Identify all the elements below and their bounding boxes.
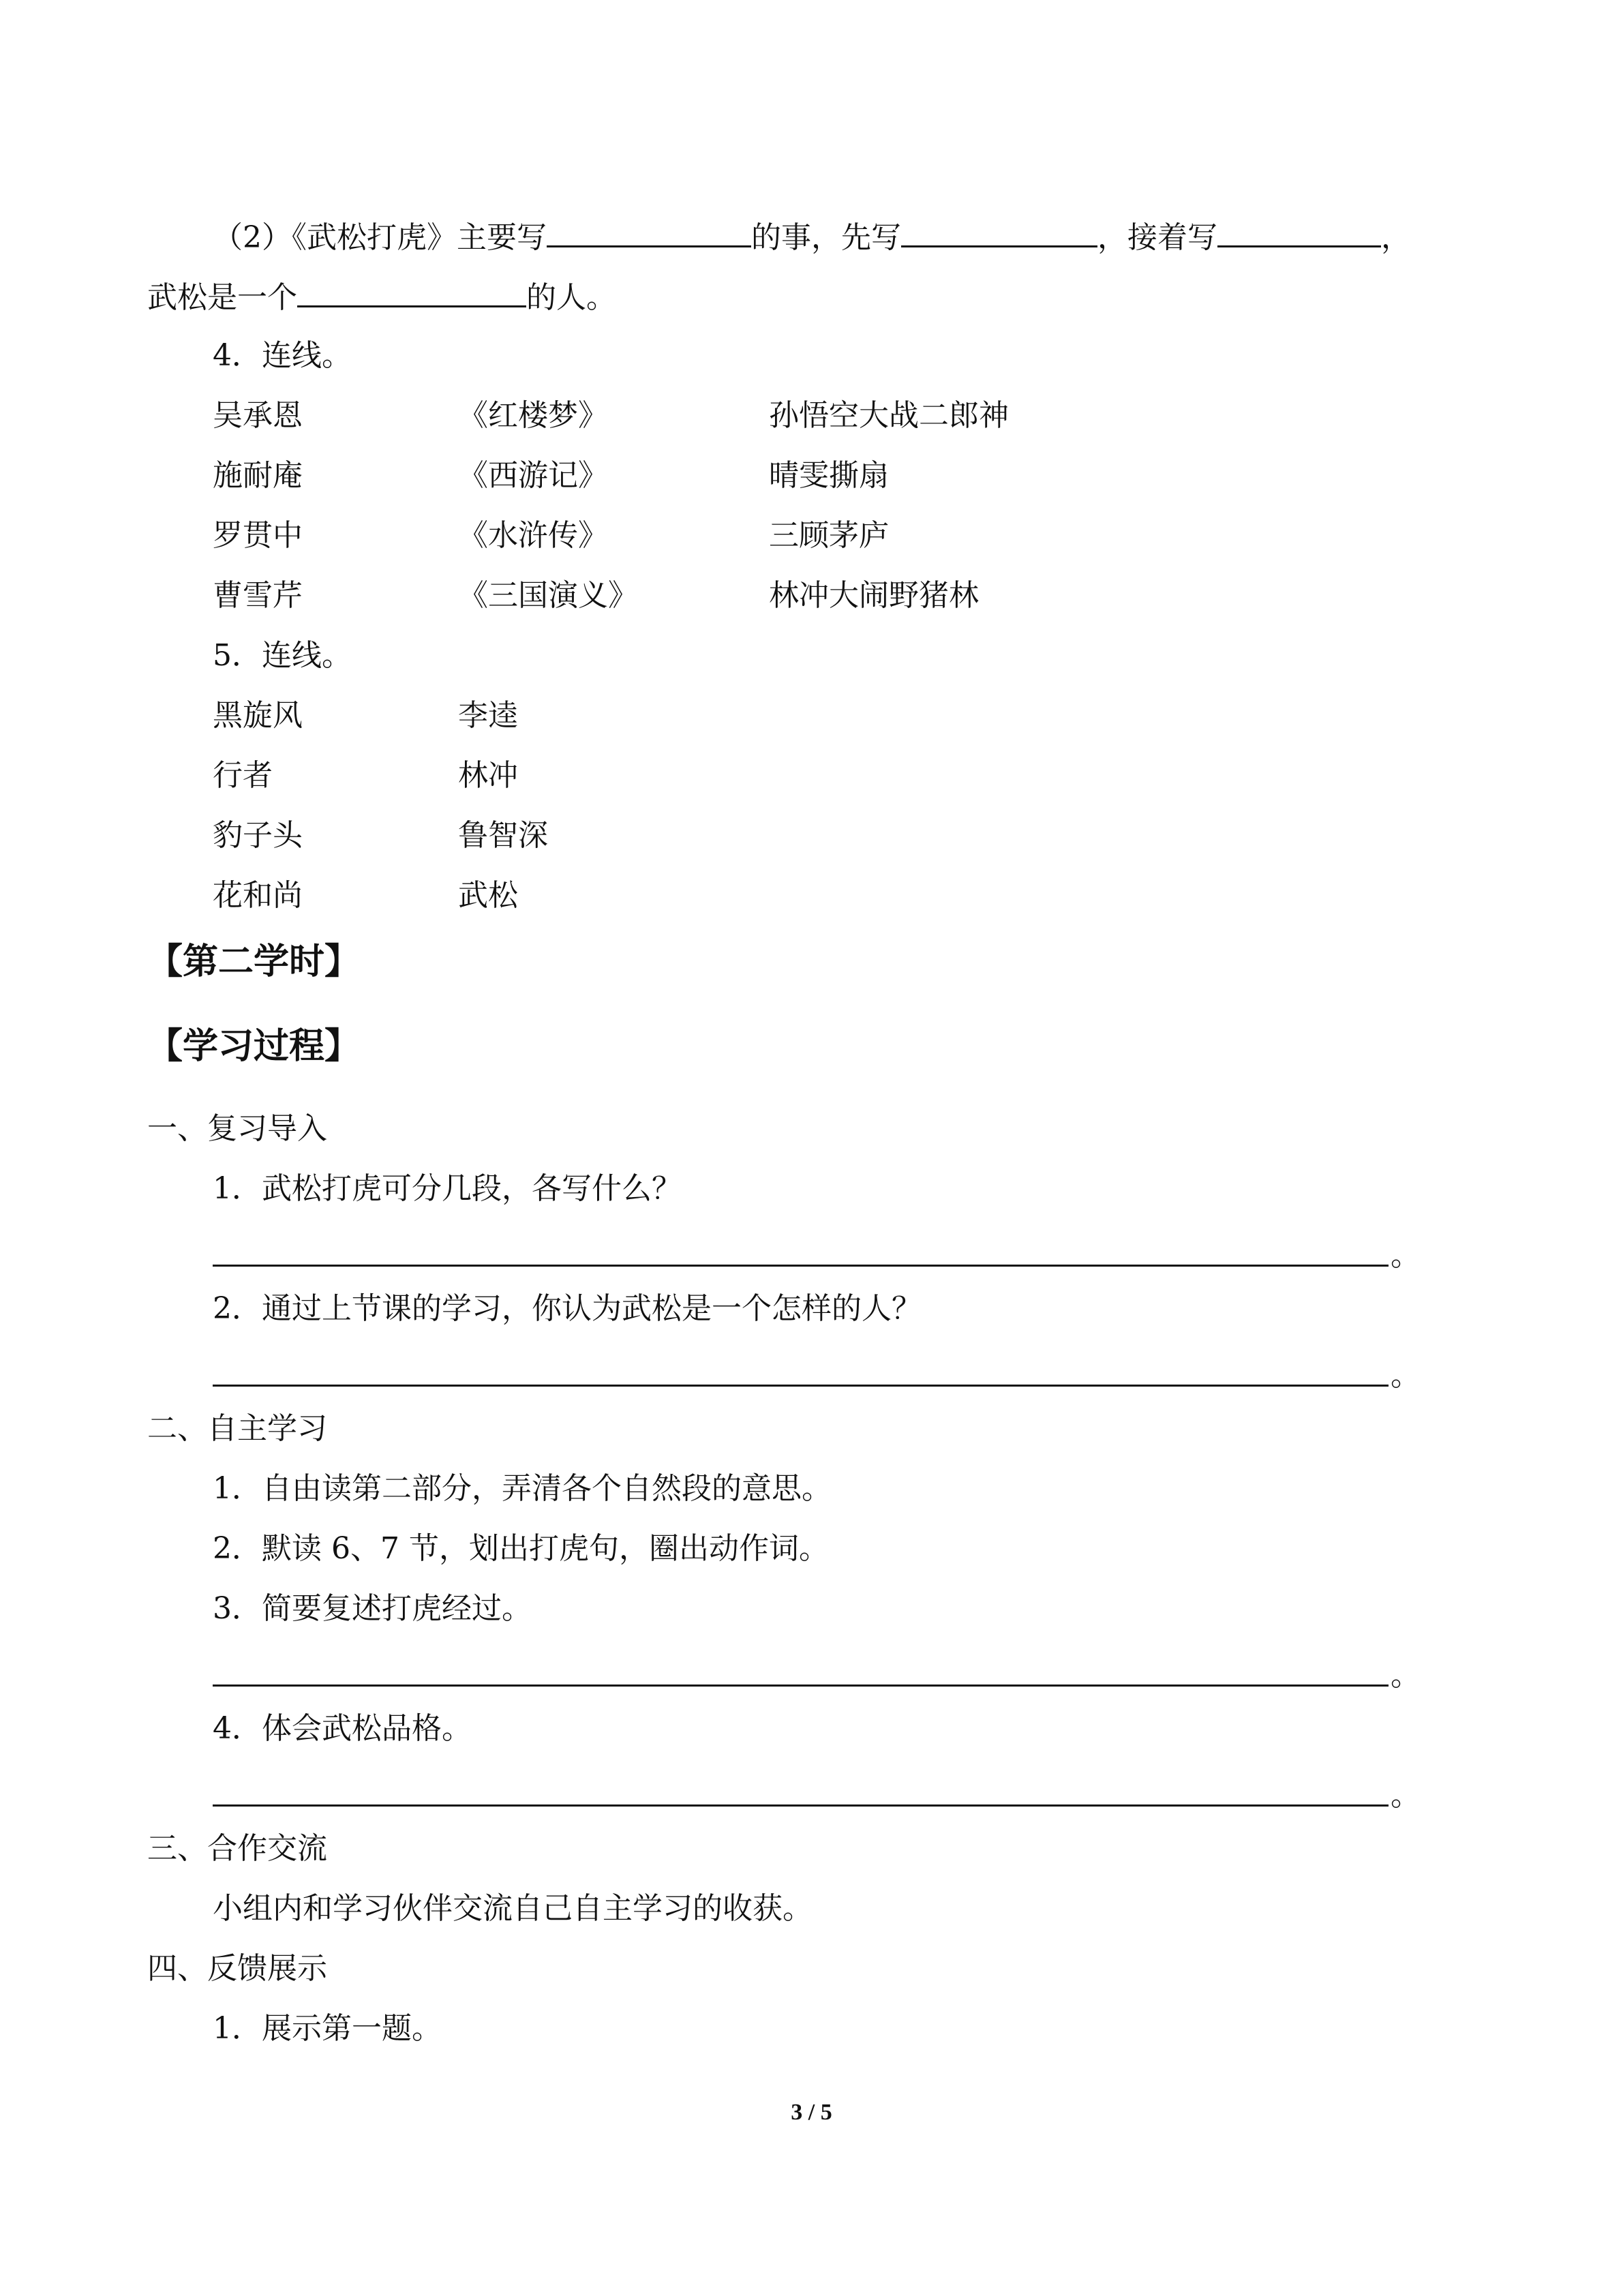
story-4[interactable]: 林冲大闹野猪林: [769, 578, 979, 613]
book-3[interactable]: 《水浒传》: [458, 518, 608, 553]
hero-name-4[interactable]: 武松: [458, 878, 518, 913]
section2-q1: 1．自由读第二部分，弄清各个自然段的意思。: [213, 1471, 832, 1506]
heading-second-lesson: 【第二学时】: [147, 941, 361, 982]
answer-line-1[interactable]: [213, 1265, 1389, 1267]
q2-text-3: ，接着写: [1097, 220, 1217, 255]
blank-1[interactable]: [547, 215, 751, 247]
author-3[interactable]: 罗贯中: [213, 518, 303, 553]
nickname-3[interactable]: 豹子头: [213, 818, 303, 853]
author-1[interactable]: 吴承恩: [213, 398, 303, 433]
period-4: 。: [1391, 1778, 1421, 1813]
q2-text-1: （2）《武松打虎》主要写: [213, 220, 547, 255]
period-1: 。: [1391, 1238, 1421, 1273]
section2-q4: 4．体会武松品格。: [213, 1711, 472, 1746]
section2-title: 二、自主学习: [147, 1411, 327, 1446]
nickname-1[interactable]: 黑旋风: [213, 698, 303, 733]
story-2[interactable]: 晴雯撕扇: [769, 458, 889, 493]
hero-name-2[interactable]: 林冲: [458, 758, 518, 793]
q2-line-1: [213, 215, 1411, 258]
section4-title: 四、反馈展示: [147, 1951, 327, 1986]
book-4[interactable]: 《三国演义》: [458, 578, 638, 613]
heading-learning-process: 【学习过程】: [147, 1026, 361, 1067]
blank-2[interactable]: [901, 215, 1097, 247]
q2-line-2: [147, 275, 616, 318]
author-4[interactable]: 曹雪芹: [213, 578, 303, 613]
section4-q1: 1．展示第一题。: [213, 2011, 442, 2046]
story-1[interactable]: 孙悟空大战二郎神: [769, 398, 1009, 433]
q2-text-6: 的人。: [526, 280, 616, 315]
story-3[interactable]: 三顾茅庐: [769, 518, 889, 553]
q2-text-4: ，: [1381, 220, 1411, 255]
section1-q2: 2．通过上节课的学习，你认为武松是一个怎样的人？: [213, 1291, 922, 1326]
nickname-4[interactable]: 花和尚: [213, 878, 303, 913]
section2-q2: 2．默读 6、7 节，划出打虎句，圈出动作词。: [213, 1531, 829, 1566]
author-2[interactable]: 施耐庵: [213, 458, 303, 493]
hero-name-3[interactable]: 鲁智深: [458, 818, 548, 853]
q2-text-2: 的事，先写: [751, 220, 901, 255]
section3-text: 小组内和学习伙伴交流自己自主学习的收获。: [213, 1891, 813, 1926]
book-1[interactable]: 《红楼梦》: [458, 398, 608, 433]
answer-line-3[interactable]: [213, 1685, 1389, 1687]
section1-q1: 1．武松打虎可分几段，各写什么？: [213, 1171, 682, 1206]
page-number: 3 / 5: [791, 2100, 832, 2125]
answer-line-2[interactable]: [213, 1385, 1389, 1387]
blank-4[interactable]: [297, 275, 526, 307]
section2-q3: 3．简要复述打虎经过。: [213, 1591, 532, 1626]
book-2[interactable]: 《西游记》: [458, 458, 608, 493]
period-2: 。: [1391, 1358, 1421, 1393]
q2-text-5: 武松是一个: [147, 280, 297, 315]
period-3: 。: [1391, 1658, 1421, 1693]
nickname-2[interactable]: 行者: [213, 758, 273, 793]
answer-line-4[interactable]: [213, 1804, 1389, 1807]
match5-title: 5．连线。: [213, 638, 352, 673]
hero-name-1[interactable]: 李逵: [458, 698, 518, 733]
section1-title: 一、复习导入: [147, 1111, 327, 1146]
blank-3[interactable]: [1217, 215, 1381, 247]
section3-title: 三、合作交流: [147, 1831, 327, 1866]
match4-title: 4．连线。: [213, 338, 352, 373]
